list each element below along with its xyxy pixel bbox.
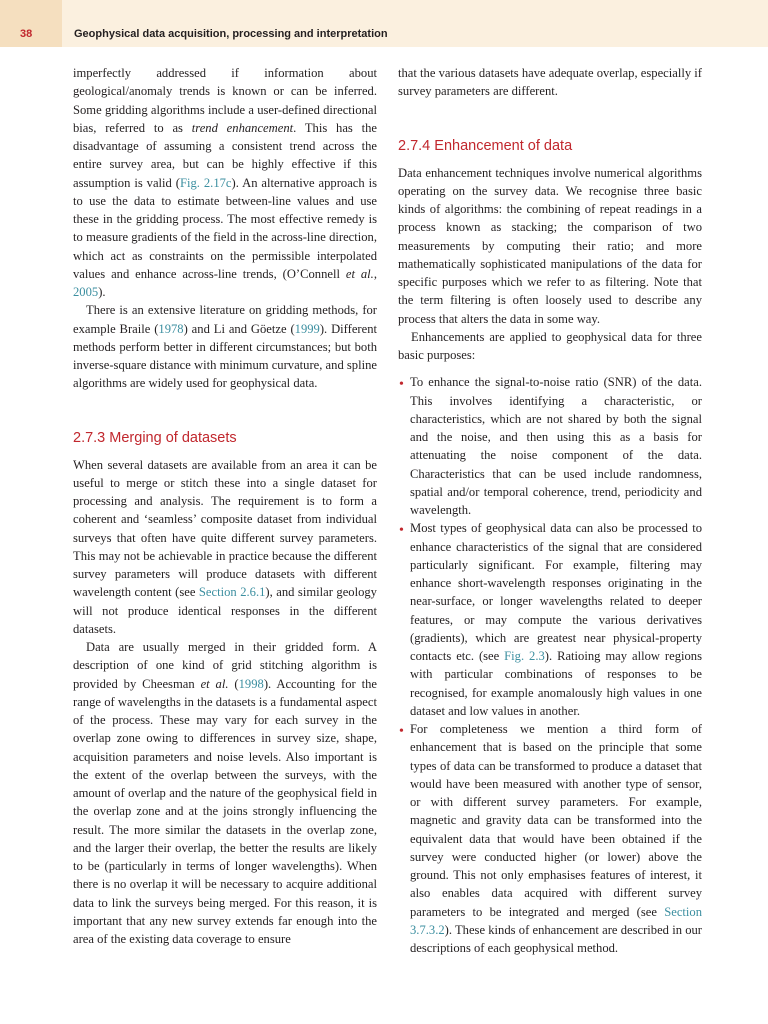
citation-link[interactable]: 2005 bbox=[73, 285, 99, 299]
list-item: • Most types of geophysical data can also be processed to enhance characteristics of the signal that are considered particularly significant. For example, filtering may enhance short-wavelength responses originating in the near-surface, or longer wavelengths related to deeper features, or may compute the various derivatives (gradients), which are greatest near physical-property contacts etc. (see Fig. 2.3). Ratioing may allow regions with particular combinations of responses to be recognised, for example anomalously high values in one dataset and low values in another. bbox=[399, 521, 702, 718]
section-link[interactable]: Section 2.6.1 bbox=[198, 585, 266, 600]
running-title: Geophysical data acquisition, processing and interpretation bbox=[74, 28, 388, 40]
section-heading: 2.7.3 Merging of datasets bbox=[73, 429, 237, 446]
bullet-icon: • bbox=[399, 377, 404, 393]
paragraph: Enhancements are applied to geophysical data for three basic purposes: bbox=[398, 329, 702, 362]
paragraph: When several datasets are available from an area it can be useful to merge or stitch these into a single dataset for processing and analysis. The requirement is to form a coherent and ‘seamless’ composite dataset from individual surveys that often have quite different survey parameters. This may not be achievable in practice because the different survey parameters will produce datasets with different wavelength content (see Section 2.6.1), and similar geology will not produce identical responses in the different datasets. bbox=[73, 457, 377, 636]
page-number: 38 bbox=[20, 28, 33, 40]
bullet-icon: • bbox=[399, 523, 404, 539]
paragraph: Data enhancement techniques involve numerical algorithms operating on the survey data. We recognise three basic kinds of algorithms: the combining of repeat readings in a process known as stacking; the comparison of two measurements by computing their ratio; and more mathematically sophisticated manipulations of the data for specific purposes which we refer to as filtering. Note that the term filtering is often loosely used to describe any process that alters the data in some way. bbox=[398, 165, 702, 326]
section-link[interactable]: Section 3.7.3.2 bbox=[410, 904, 702, 937]
figure-link[interactable]: Fig. 2.3 bbox=[504, 649, 545, 663]
paragraph: imperfectly addressed if information about geological/anomaly trends is known or can be inferred. Some gridding algorithms include a user-defined directional bias, referred to as trend enhancement. This has the disadvantage of assuming a consistent trend across the entire survey area, but can be highly effective if this assumption is valid (Fig. 2.17c). An alternative approach is to use the data to estimate between-line values and use these in the gridding process. The most effective remedy is to measure gradients of the field in the across-line direction, which act as constraints on the permissible interpolated values and enhance across-line trends, (O’Connell et al., 2005). bbox=[73, 66, 378, 299]
paragraph: There is an extensive literature on gridding methods, for example Braile (1978) and Li and Göetze (1999). Different methods perform better in different circumstances; but both inverse-square distance with minimum curvature, and spline algorithms are widely used for geophysical data. bbox=[73, 303, 377, 391]
list-item: • For completeness we mention a third form of enhancement that is based on the principle that some types of data can be transformed to produce a dataset that would have been measured with another type of sensor, or with different survey parameters. For example, magnetic and gravity data can be transformed into the equivalent data that would have been obtained if the survey were conducted higher (or lower) above the ground. This not only emphasises features of interest, it also enables data acquired with different survey parameters to be integrated and merged (see Section 3.7.3.2). These kinds of enhancement are described in our descriptions of each geophysical method. bbox=[399, 722, 702, 955]
paragraph: that the various datasets have adequate overlap, especially if survey parameters are different. bbox=[398, 66, 702, 99]
paragraph: Data are usually merged in their gridded form. A description of one kind of grid stitching algorithm is provided by Cheesman et al. (1998). Accounting for the range of wavelengths in the datasets is a fundamental aspect of the process. These may vary for each survey in the overlap zone owing to differences in survey size, shape, acquisition parameters and noise levels. Also important is the extent of the overlap between the surveys, with the amount of overlap and the nature of the geophysical field in the overlap zone and at the joins strongly influencing the result. The more similar the datasets in the overlap zone, and the larger their overlap, the better the results are likely to be (particularly in terms of longer wavelengths). When there is no overlap it will be necessary to acquire additional data to link the surveys being merged. For this reason, it is important that any new survey extends far enough into the area of the existing data coverage to ensure bbox=[73, 640, 378, 946]
citation-link[interactable]: 1978 bbox=[158, 321, 184, 336]
citation-link[interactable]: 1999 bbox=[294, 321, 320, 336]
list-item: • To enhance the signal-to-noise ratio (SNR) of the data. This involves identifying a characteristic, or characteristics, which are not shared by both the signal and the noise, and then using this as a basis for attenuating the noise component of the data. Characteristics that can be used include randomness, spatial and/or temporal coherence, trend, periodicity and wavelength. bbox=[399, 375, 702, 517]
left-column bbox=[73, 64, 377, 948]
section-heading: 2.7.4 Enhancement of data bbox=[398, 137, 573, 154]
bullet-icon: • bbox=[399, 724, 404, 739]
citation-link[interactable]: 1998 bbox=[238, 676, 264, 691]
right-column bbox=[398, 64, 702, 957]
figure-link[interactable]: Fig. 2.17c bbox=[179, 175, 232, 190]
bullet-list bbox=[398, 373, 702, 957]
